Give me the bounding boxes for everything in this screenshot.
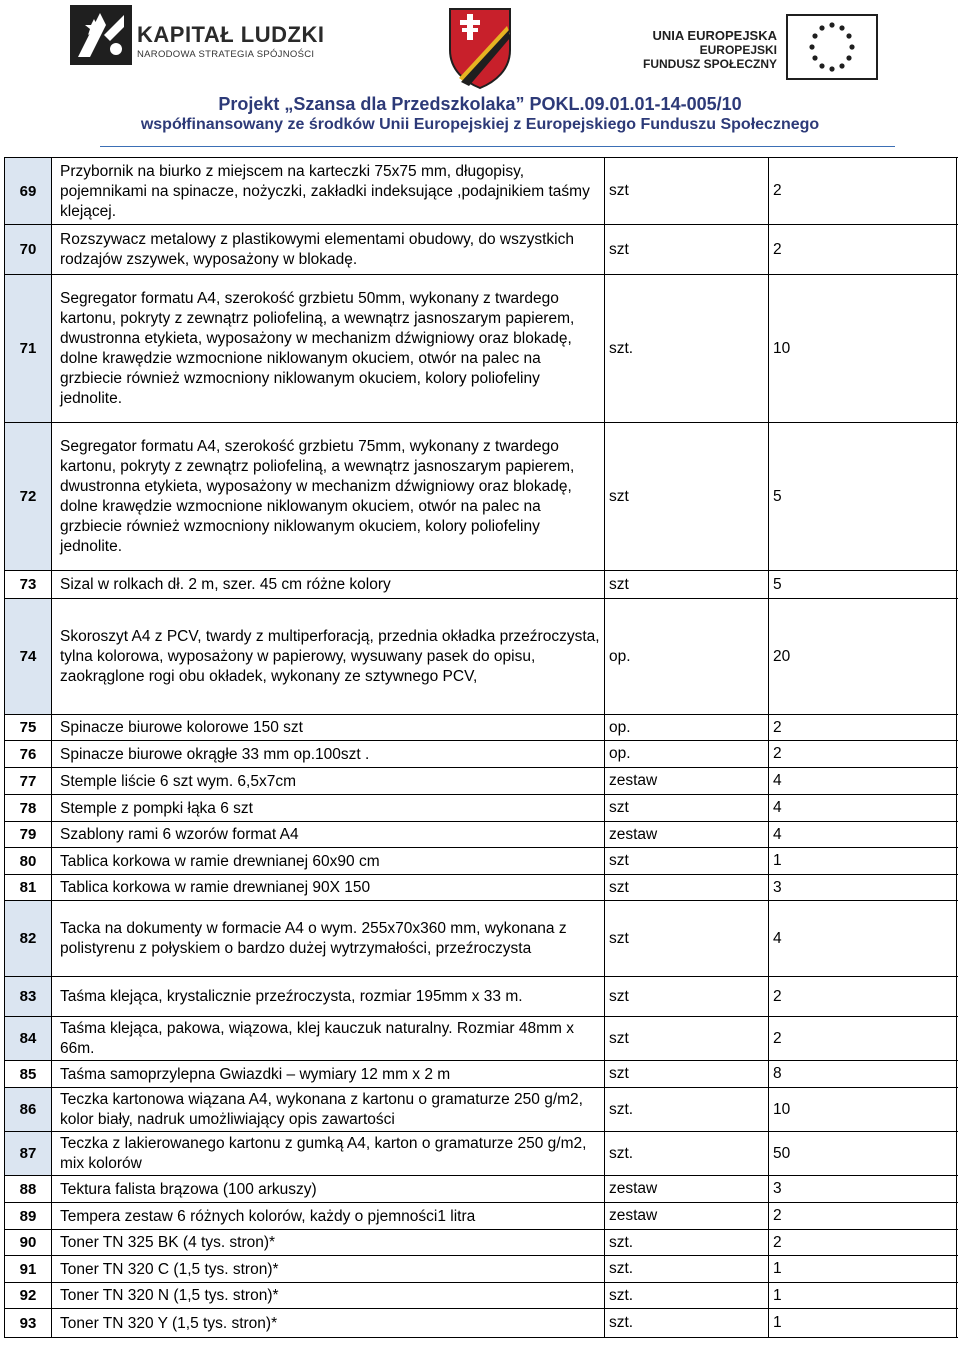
table-row (4, 1230, 958, 1256)
table-row (4, 275, 958, 423)
item-quantity: 50 (768, 1132, 957, 1175)
table-row (4, 901, 958, 977)
table-row (4, 571, 958, 599)
item-unit: zestaw (604, 1203, 768, 1229)
eu-text-block (640, 28, 777, 71)
item-unit: szt. (604, 1256, 768, 1282)
row-number: 86 (4, 1088, 52, 1131)
row-number: 69 (4, 158, 52, 224)
item-unit: szt (604, 795, 768, 821)
item-unit: szt (604, 1017, 768, 1060)
item-description: Skoroszyt A4 z PCV, twardy z multiperforacją, przednia okładka przeźroczysta, tylna kolorowa, wyposażony w papierowy, wysuwany pasek do opisu, zaokrąglone rogi obu okładek, wykonany ze sztywnego PCV, (60, 628, 600, 685)
item-unit: szt (604, 158, 768, 224)
item-description: Taśma samoprzylepna Gwiazdki – wymiary 12 mm x 2 m (60, 1065, 451, 1083)
item-unit: szt. (604, 1309, 768, 1337)
item-unit: szt. (604, 1230, 768, 1255)
table-row (4, 715, 958, 741)
item-unit: szt. (604, 1132, 768, 1175)
item-unit: szt (604, 977, 768, 1016)
item-unit: szt. (604, 1283, 768, 1308)
kapital-ludzki-logo-icon (70, 5, 132, 65)
table-row (4, 875, 958, 901)
table-row (4, 157, 958, 225)
item-quantity: 8 (768, 1061, 957, 1087)
item-unit: szt. (604, 275, 768, 422)
item-description: Tablica korkowa w ramie drewnianej 90X 150 (60, 879, 371, 896)
row-number: 93 (4, 1309, 52, 1337)
row-number: 82 (4, 901, 52, 976)
table-row (4, 848, 958, 875)
table-row (4, 599, 958, 715)
item-quantity: 1 (768, 1283, 957, 1308)
item-quantity: 2 (768, 1203, 957, 1229)
item-description: Tektura falista brązowa (100 arkuszy) (60, 1180, 317, 1198)
item-unit: op. (604, 741, 768, 767)
document-header (0, 0, 960, 152)
table-row (4, 1309, 958, 1338)
item-quantity: 2 (768, 977, 957, 1016)
row-number: 85 (4, 1061, 52, 1087)
table-row (4, 1017, 958, 1061)
item-quantity: 2 (768, 741, 957, 767)
item-quantity: 3 (768, 875, 957, 900)
header-divider (100, 146, 895, 147)
project-title: Projekt „Szansa dla Przedszkolaka” POKL.09.01.01-14-005/10 (218, 94, 742, 114)
item-description: Spinacze biurowe okrągłe 33 mm op.100szt . (60, 745, 370, 763)
row-number: 78 (4, 795, 52, 821)
table-row (4, 1132, 958, 1176)
item-description: Tablica korkowa w ramie drewnianej 60x90 cm (60, 852, 380, 870)
item-description: Segregator formatu A4, szerokość grzbietu 50mm, wykonany z twardego kartonu, pokryty z zewnątrz poliofeliną, a wewnątrz jasnoszarym papierem, dwustronna etykieta, wyposażony w mechanizm dźwigniowy oraz blokadę, dolne krawędzie wzmocnione niklowanym okuciem, otwór na palec na grzbiecie również wzmocniony niklowanym okuciem, kolory poliofeliny jednolite. (60, 290, 575, 407)
item-unit: szt (604, 848, 768, 874)
item-quantity: 4 (768, 768, 957, 794)
row-number: 91 (4, 1256, 52, 1282)
item-quantity: 4 (768, 795, 957, 821)
kapital-ludzki-text (137, 22, 324, 60)
eu-flag-icon (786, 14, 878, 80)
row-number: 88 (4, 1176, 52, 1202)
item-unit: zestaw (604, 822, 768, 847)
row-number: 72 (4, 423, 52, 570)
item-description: Taśma klejąca, pakowa, wiązowa, klej kauczuk naturalny. Rozmiar 48mm x 66m. (60, 1020, 574, 1057)
row-number: 79 (4, 822, 52, 847)
item-quantity: 2 (768, 1017, 957, 1060)
item-unit: szt (604, 901, 768, 976)
item-quantity: 10 (768, 1088, 957, 1131)
item-description: Teczka kartonowa wiązana A4, wykonana z kartonu o gramaturze 250 g/m2, kolor biały, nadruk umożliwiający opis zawartości (60, 1091, 583, 1128)
item-description: Przybornik na biurko z miejscem na karteczki 75x75 mm, długopisy, pojemnikami na spinacze, nożyczki, zakładki indeksujące ,podajnikiem taśmy klejącej. (60, 162, 590, 220)
row-number: 75 (4, 715, 52, 740)
table-row (4, 1088, 958, 1132)
table-row (4, 822, 958, 848)
row-number: 92 (4, 1283, 52, 1308)
table-row (4, 423, 958, 571)
row-number: 73 (4, 571, 52, 598)
item-quantity: 1 (768, 848, 957, 874)
coat-of-arms-icon (447, 6, 513, 90)
row-number: 89 (4, 1203, 52, 1229)
item-description: Taśma klejąca, krystalicznie przeźroczysta, rozmiar 195mm x 33 m. (60, 988, 523, 1005)
item-unit: op. (604, 715, 768, 740)
item-description: Toner TN 325 BK (4 tys. stron)* (60, 1234, 276, 1251)
row-number: 90 (4, 1230, 52, 1255)
item-description: Szablony rami 6 wzorów format A4 (60, 826, 299, 843)
item-description: Toner TN 320 Y (1,5 tys. stron)* (60, 1314, 278, 1332)
item-description: Rozszywacz metalowy z plastikowymi elementami obudowy, do wszystkich rodzajów zszywek, wyposażony w blokadę. (60, 231, 574, 268)
eu-line-3: FUNDUSZ SPOŁECZNY (642, 57, 777, 71)
item-description: Stemple z pompki łąka 6 szt (60, 799, 253, 817)
item-unit: zestaw (604, 768, 768, 794)
table-row (4, 1176, 958, 1203)
row-number: 83 (4, 977, 52, 1016)
row-number: 77 (4, 768, 52, 794)
item-description: Toner TN 320 C (1,5 tys. stron)* (60, 1260, 279, 1278)
item-quantity: 5 (768, 423, 957, 570)
item-unit: op. (604, 599, 768, 714)
item-quantity: 20 (768, 599, 957, 714)
row-number: 76 (4, 741, 52, 767)
item-quantity: 4 (768, 822, 957, 847)
item-quantity: 10 (768, 275, 957, 422)
table-row (4, 741, 958, 768)
row-number: 74 (4, 599, 52, 714)
row-number: 87 (4, 1132, 52, 1175)
item-quantity: 2 (768, 1230, 957, 1255)
item-description: Tempera zestaw 6 różnych kolorów, każdy o pjemności1 litra (60, 1207, 476, 1225)
item-description: Toner TN 320 N (1,5 tys. stron)* (60, 1287, 279, 1304)
row-number: 81 (4, 875, 52, 900)
row-number: 80 (4, 848, 52, 874)
item-description: Stemple liście 6 szt wym. 6,5x7cm (60, 772, 297, 790)
item-unit: szt (604, 1061, 768, 1087)
item-quantity: 1 (768, 1309, 957, 1337)
item-unit: szt (604, 225, 768, 274)
item-unit: szt (604, 875, 768, 900)
item-unit: szt. (604, 1088, 768, 1131)
table-row (4, 1256, 958, 1283)
item-quantity: 4 (768, 901, 957, 976)
eu-line-2: EUROPEJSKI (699, 43, 777, 57)
item-quantity: 3 (768, 1176, 957, 1202)
project-funding-note: współfinansowany ze środków Unii Europejskiej z Europejskiego Funduszu Społecznego (140, 116, 820, 133)
item-unit: szt (604, 571, 768, 598)
item-description: Segregator formatu A4, szerokość grzbietu 75mm, wykonany z twardego kartonu, pokryty z zewnątrz poliofeliną, a wewnątrz jasnoszarym papierem, dwustronna etykieta, wyposażony w mechanizm dźwigniowy oraz blokadę, dolne krawędzie wzmocnione niklowanym okuciem, otwór na palec na grzbiecie również wzmocniony niklowanym okuciem, kolory poliofeliny jednolite. (60, 438, 575, 555)
item-unit: zestaw (604, 1176, 768, 1202)
item-description: Spinacze biurowe kolorowe 150 szt (60, 719, 303, 736)
row-number: 71 (4, 275, 52, 422)
item-quantity: 2 (768, 715, 957, 740)
kapital-ludzki-subtitle: NARODOWA STRATEGIA SPÓJNOŚCI (137, 49, 315, 60)
item-quantity: 5 (768, 571, 957, 598)
table-row (4, 1203, 958, 1230)
item-unit: szt (604, 423, 768, 570)
table-row (4, 225, 958, 275)
table-row (4, 1283, 958, 1309)
item-description: Teczka z lakierowanego kartonu z gumką A4, karton o gramaturze 250 g/m2, mix kolorów (60, 1135, 587, 1172)
kapital-ludzki-title: KAPITAŁ LUDZKI (137, 22, 325, 47)
eu-line-1: UNIA EUROPEJSKA (652, 28, 777, 43)
row-number: 84 (4, 1017, 52, 1060)
item-description: Tacka na dokumenty w formacie A4 o wym. 255x70x360 mm, wykonana z polistyrenu z połyskiem o bardzo dużej wytrzymałości, przeźroczysta (60, 920, 567, 957)
item-quantity: 2 (768, 225, 957, 274)
row-number: 70 (4, 225, 52, 274)
item-quantity: 1 (768, 1256, 957, 1282)
item-quantity: 2 (768, 158, 957, 224)
items-table (4, 157, 958, 1338)
table-row (4, 1061, 958, 1088)
table-row (4, 795, 958, 822)
table-row (4, 768, 958, 795)
item-description: Sizal w rolkach dł. 2 m, szer. 45 cm różne kolory (60, 576, 391, 593)
table-row (4, 977, 958, 1017)
